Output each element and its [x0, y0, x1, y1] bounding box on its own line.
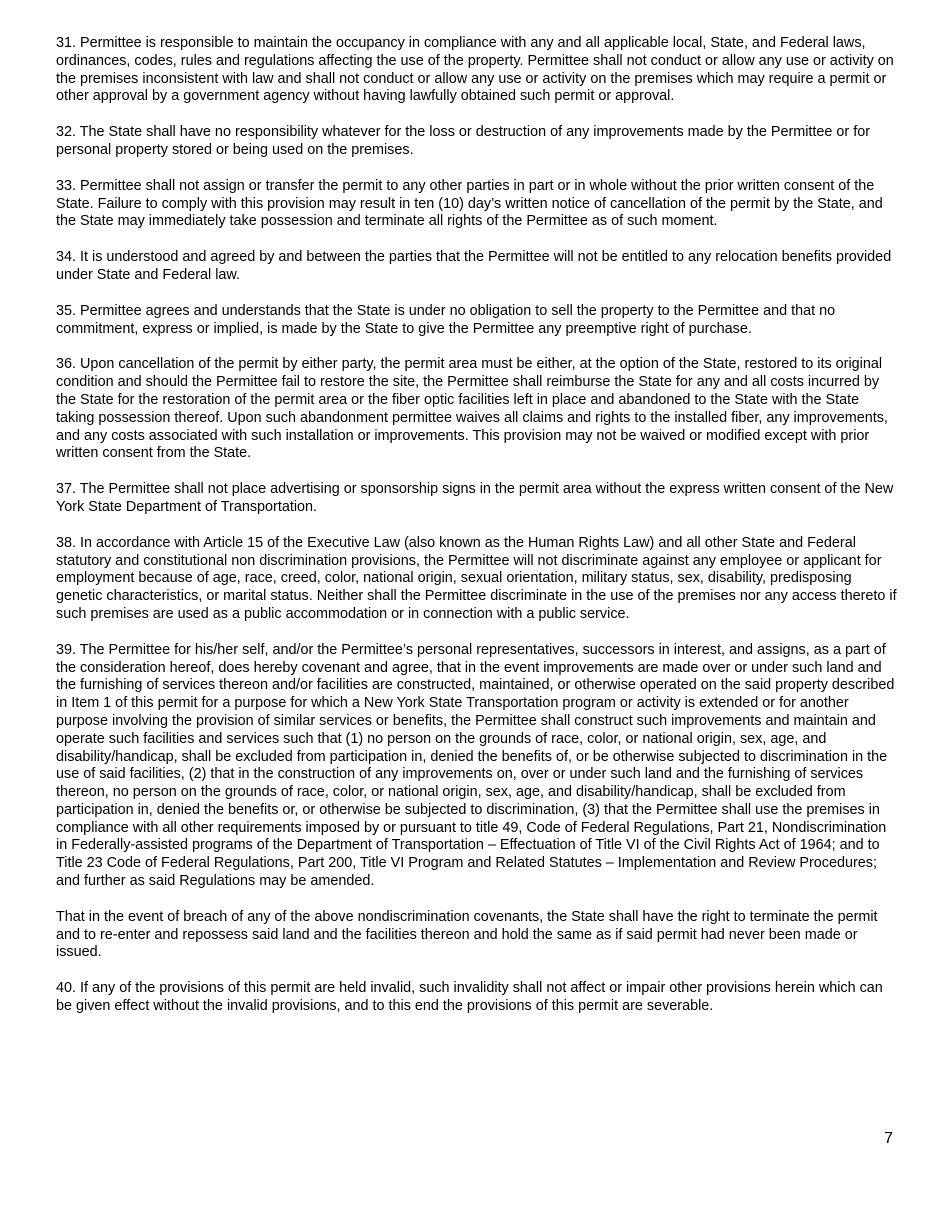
paragraph-33: 33. Permittee shall not assign or transfer the permit to any other parties in part or in whole without the prior written consent of the State. Failure to comply with this provision may result in ten (10) day’s written notice of cancellation of the permit by the State, and the State may immediately take possession and terminate all rights of the Permittee as of such moment.	[56, 177, 883, 230]
paragraph-35: 35. Permittee agrees and understands that the State is under no obligation to sell the property to the Permittee and that no commitment, express or implied, is made by the State to give the Permittee any preemptive right of purchase.	[56, 302, 836, 337]
paragraph-32: 32. The State shall have no responsibility whatever for the loss or destruction of any improvements made by the Permittee or for personal property stored or being used on the premises.	[56, 124, 871, 158]
paragraph-40: 40. If any of the provisions of this permit are held invalid, such invalidity shall not affect or impair other provisions herein which can be given effect without the invalid provisions, and to this end the provisions of this permit are severable.	[56, 980, 883, 1015]
paragraph-39-breach: That in the event of breach of any of the above nondiscrimination covenants, the State shall have the right to terminate the permit and to re-enter and repossess said land and the facilities thereon and hold the same as if said permit had never been made or issued.	[56, 908, 878, 961]
document-body	[56, 35, 898, 1034]
paragraph-37: 37. The Permittee shall not place advertising or sponsorship signs in the permit area without the express written consent of the New York State Department of Transportation.	[56, 481, 894, 515]
paragraph-39: 39. The Permittee for his/her self, and/or the Permittee’s personal representatives, successors in interest, and assigns, as a part of the consideration hereof, does hereby covenant and agree, that in the event improvements are made over or under such land and the furnishing of services thereon and/or facilities are constructed, maintained, or otherwise operated on the said property described in Item 1 of this permit for a purpose for which a New York State Transportation program or activity is extended or for another purpose involving the provision of similar services or benefits, the Permittee shall construct such improvements and maintain and operate such facilities and services such that (1) no person on the grounds of race, color, or national origin, sex, age, and disability/handicap, shall be excluded from participation in, denied the benefits of, or be otherwise subjected to discrimination in the use of said facilities, (2) that in the construction of any improvements on, over or under such land and the furnishing of services thereon, no person on the grounds of race, color, or national origin, sex, age, and disability/handicap, shall be excluded from participation in, denied the benefits or, or otherwise be subjected to discrimination, (3) that the Permittee shall use the premises in compliance with all other requirements imposed by or pursuant to title 49, Code of Federal Regulations, Part 21, Nondiscrimination in Federally-assisted programs of the Department of Transportation – Effectuation of Title VI of the Civil Rights Act of 1964; and to Title 23 Code of Federal Regulations, Part 200, Title VI Program and Related Statutes – Implementation and Review Procedures; and further as said Regulations may be amended.	[56, 641, 895, 890]
page-number: 7	[884, 1130, 893, 1147]
paragraph-38: 38. In accordance with Article 15 of the Executive Law (also known as the Human Rights Law) and all other State and Federal statutory and constitutional non discrimination provisions, the Permittee will not discriminate against any employee or applicant for employment because of age, race, creed, color, national origin, sexual orientation, military status, sex, disability, predisposing genetic characteristics, or marital status. Neither shall the Permittee discriminate in the use of the premises nor any access thereto if such premises are used as a public accommodation or in connection with a public service.	[56, 534, 897, 622]
paragraph-34: 34. It is understood and agreed by and between the parties that the Permittee will not be entitled to any relocation benefits provided under State and Federal law.	[56, 249, 892, 283]
paragraph-31: 31. Permittee is responsible to maintain the occupancy in compliance with any and all applicable local, State, and Federal laws, ordinances, codes, rules and regulations affecting the use of the property. Permittee shall not conduct or allow any use or activity on the premises inconsistent with law and shall not conduct or allow any use or activity on the premises which may require a permit or other approval by a government agency without having lawfully obtained such permit or approval.	[56, 35, 894, 105]
paragraph-36: 36. Upon cancellation of the permit by either party, the permit area must be either, at the option of the State, restored to its original condition and should the Permittee fail to restore the site, the Permittee shall reimburse the State for any and all costs incurred by the State for the restoration of the permit area or the fiber optic facilities left in place and abandoned to the State with the State taking possession thereof. Upon such abandonment permittee waives all claims and rights to the installed fiber, any improvements, and any costs associated with such installation or improvements. This provision may not be waived or modified except with prior written consent from the State.	[56, 356, 888, 462]
